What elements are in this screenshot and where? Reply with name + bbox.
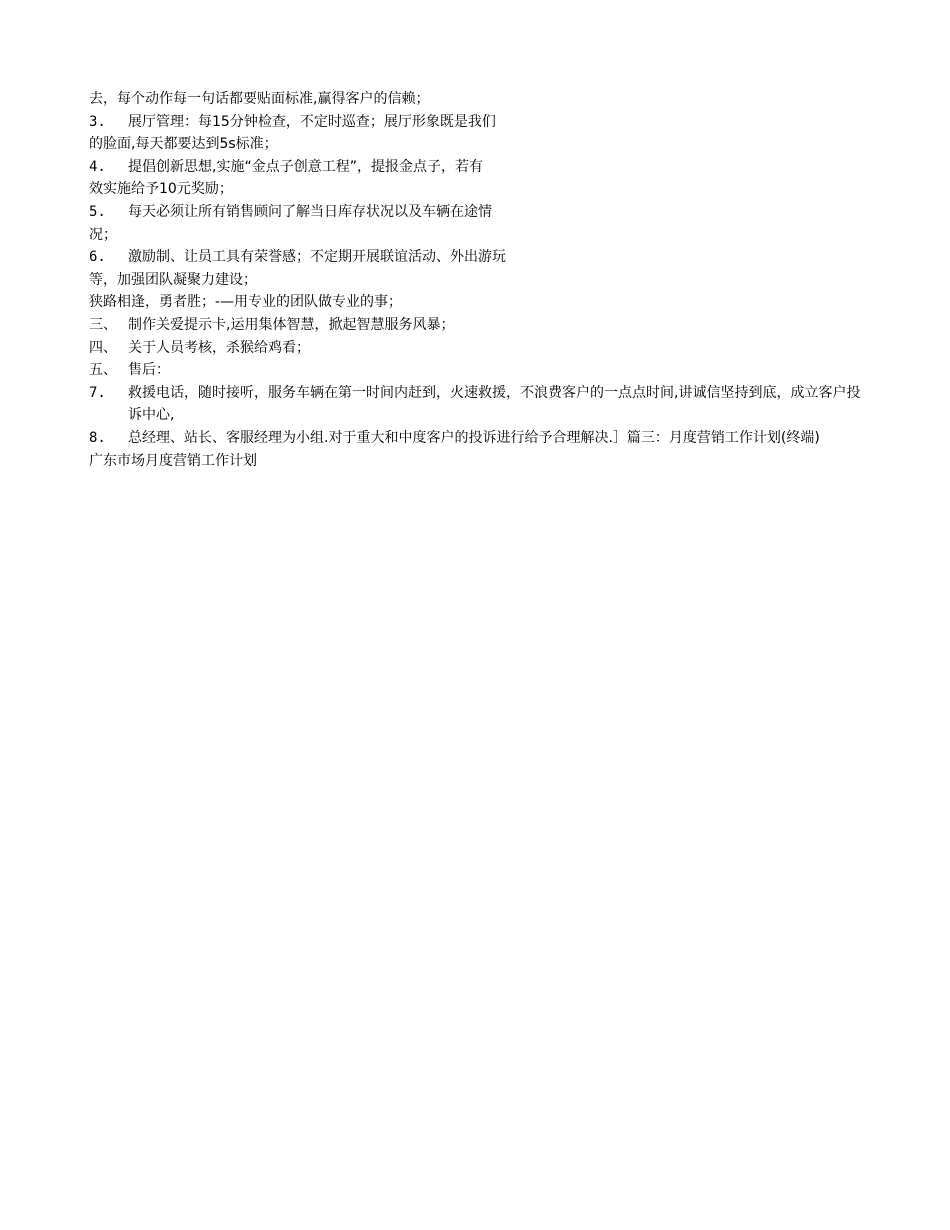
- item-number: 4.: [89, 158, 106, 175]
- section-number: 四、: [89, 339, 117, 356]
- item-number: 8.: [89, 429, 106, 446]
- paragraph-line: 去，每个动作每一句话都要贴面标准,赢得客户的信赖；: [89, 91, 430, 107]
- section-item-4: [89, 337, 864, 360]
- paragraph-line: 效实施给予10元奖励；: [89, 181, 233, 198]
- item-text: 提倡创新思想,实施“金点子创意工程”，提报金点子，若有: [128, 158, 483, 175]
- item-text: 救援电话，随时接听，服务车辆在第一时间内赶到，火速救援，不浪费客户的一点点时间,讲诚信坚持到底，成立客户投诉中心,: [128, 384, 861, 424]
- item-text: 激励制、让员工具有荣誉感；不定期开展联谊活动、外出游玩: [128, 249, 506, 266]
- document-body: [89, 88, 864, 472]
- paragraph-line: 况；: [89, 226, 117, 243]
- section-number: 五、: [89, 362, 117, 379]
- item-text: 总经理、站长、客服经理为小组.对于重大和中度客户的投诉进行给予合理解决.］篇三：月度营销工作计划(终端): [128, 429, 820, 446]
- paragraph-line: 的脸面,每天都要达到5s标准；: [89, 136, 278, 153]
- item-text: 每天必须让所有销售顾问了解当日库存状况以及车辆在途情: [128, 203, 492, 220]
- section-text: 制作关爱提示卡,运用集体智慧，掀起智慧服务风暴；: [128, 316, 455, 333]
- paragraph-line: 狭路相逢，勇者胜；-—用专业的团队做专业的事；: [89, 294, 403, 311]
- item-number: 3.: [89, 113, 106, 130]
- numbered-item-3: [89, 111, 864, 134]
- numbered-item-5: [89, 201, 864, 224]
- section-item-5: [89, 359, 864, 382]
- numbered-item-8: [89, 427, 864, 450]
- section-text: 关于人员考核，杀猴给鸡看；: [128, 339, 310, 356]
- item-number: 5.: [89, 203, 106, 220]
- item-number: 7.: [89, 384, 106, 401]
- paragraph-line: 等，加强团队凝聚力建设；: [89, 271, 257, 288]
- numbered-item-7: [89, 382, 864, 427]
- item-number: 6.: [89, 249, 106, 266]
- plan-title: 广东市场月度营销工作计划: [89, 452, 257, 469]
- section-text: 售后：: [128, 362, 170, 379]
- numbered-item-6: [89, 246, 864, 269]
- item-text: 展厅管理：每15分钟检查，不定时巡查；展厅形象既是我们: [128, 113, 496, 130]
- section-item-3: [89, 314, 864, 337]
- section-number: 三、: [89, 316, 117, 333]
- numbered-item-4: [89, 156, 864, 179]
